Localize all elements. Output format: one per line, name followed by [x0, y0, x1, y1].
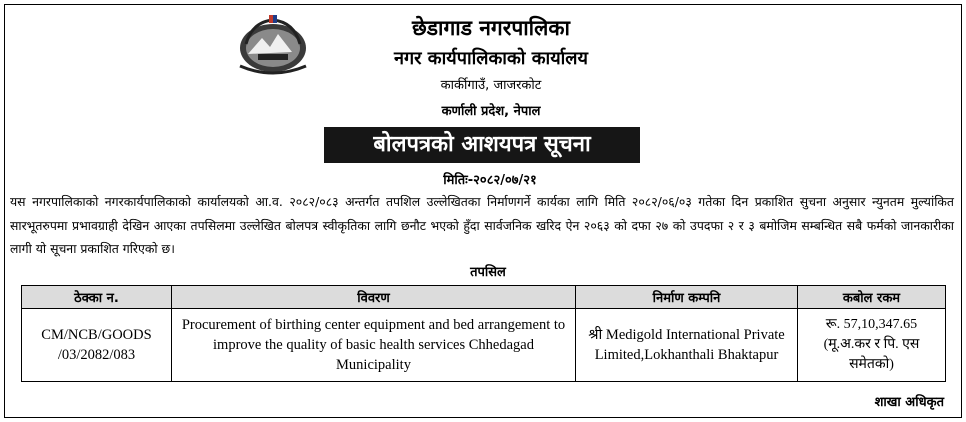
- header-description: विवरण: [172, 286, 576, 309]
- province-name: कर्णाली प्रदेश, नेपाल: [441, 104, 541, 119]
- table-header-row: [22, 286, 946, 309]
- notice-title: बोलपत्रको आशयपत्र सूचना: [324, 127, 640, 163]
- cell-amount: रू. 57,10,347.65 (मू.अ.कर र पि. एस समेतको): [798, 309, 946, 382]
- signature-officer: शाखा अधिकृत: [874, 395, 944, 410]
- notice-body: यस नगरपालिकाको नगरकार्यपालिकाको कार्यालयको आ.व. २०८२/०८३ अन्तर्गत तपशिल उल्लेखितका निर्माणगर्ने कार्यका लागि मिति २०८२/०६/०३ गतेका दिन प्रकाशित सुचना अनुसार न्युनतम मुल्यांकित सारभूतरुपमा प्रभावग्राही देखिन आएका तपसिलमा उल्लेखित बोलपत्र स्वीकृतिका लागि छनौट भएको हुँदा सार्वजनिक खरिद ऐन २०६३ को दफा २७ को उपदफा २ र ३ बमोजिम सम्बन्धित सबै फर्मको जानकारीका लागी यो सूचना प्रकाशित गरिएको छ।: [10, 194, 954, 256]
- details-heading: तपसिल: [470, 265, 506, 280]
- cell-company: श्री Medigold International Private Limited,Lokhanthali Bhaktapur: [576, 309, 798, 382]
- notice-date: मितिः-२०८२/०७/२१: [443, 173, 537, 188]
- header-company: निर्माण कम्पनि: [576, 286, 798, 309]
- contract-table: [21, 285, 946, 382]
- table-row: [22, 309, 946, 382]
- header-amount: कबोल रकम: [798, 286, 946, 309]
- municipality-name: छेडागाड नगरपालिका: [412, 16, 570, 40]
- office-address: कार्कीगाउँ, जाजरकोट: [440, 78, 542, 93]
- header-contract-no: ठेक्का न.: [22, 286, 172, 309]
- cell-contract-no: CM/NCB/GOODS /03/2082/083: [22, 309, 172, 382]
- office-name: नगर कार्यपालिकाको कार्यालय: [394, 48, 588, 69]
- cell-description: Procurement of birthing center equipment and bed arrangement to improve the quality of basic health services Chhedagad Municipality: [172, 309, 576, 382]
